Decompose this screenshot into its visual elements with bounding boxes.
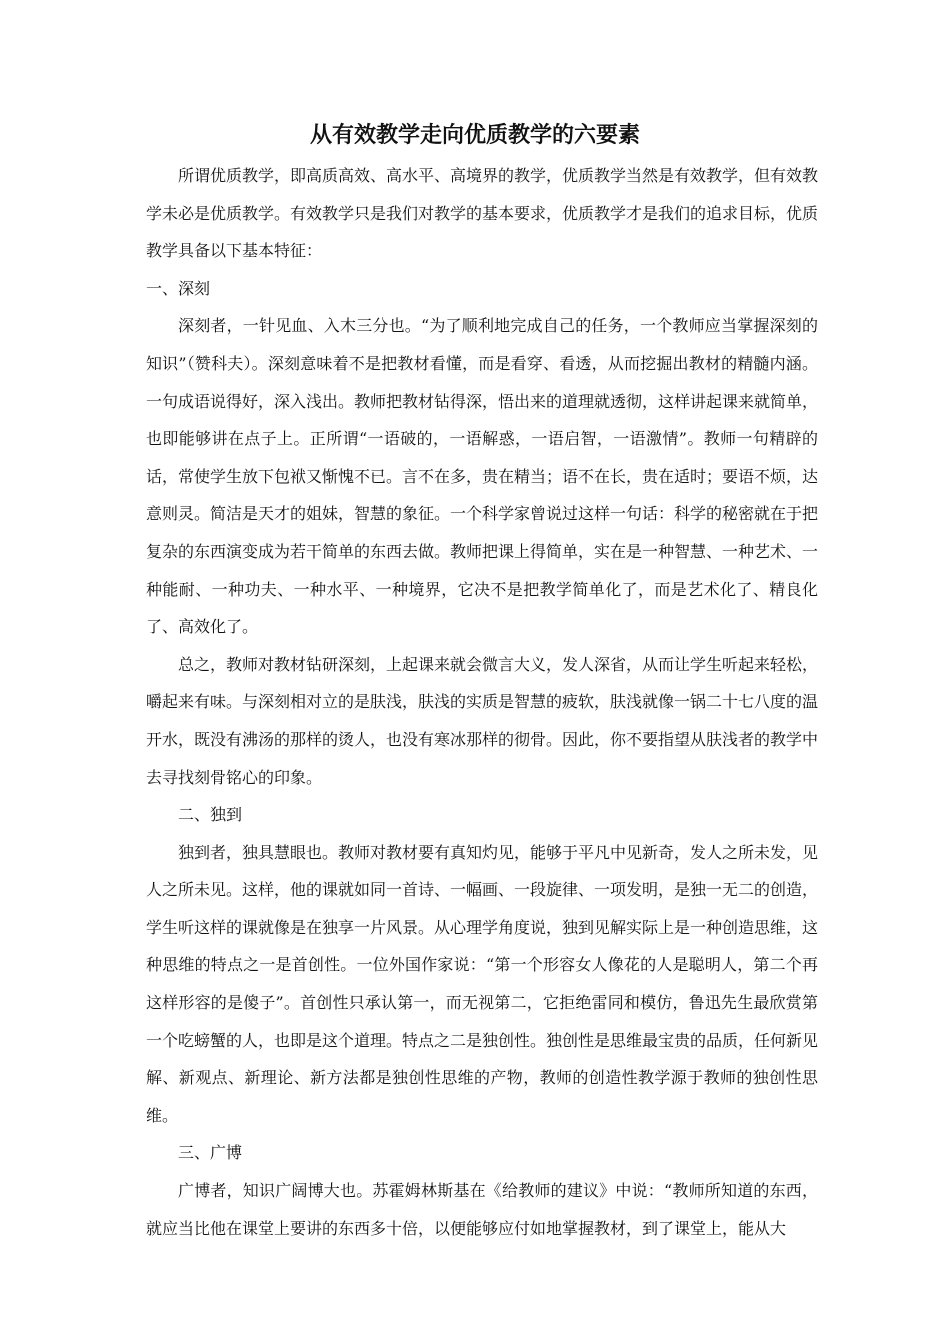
paragraph-unique: 独到者，独具慧眼也。教师对教材要有真知灼见，能够于平凡中见新奇，发人之所未发，见人之所未见。这样，他的课就如同一首诗、一幅画、一段旋律、一项发明，是独一无二的创造，学生听这样的课就像是在独享一片风景。从心理学角度说，独到见解实际上是一种创造思维，这种思维的特点之一是首创性。一位外国作家说：“第一个形容女人像花的人是聪明人，第二个再这样形容的是傻子”。首创性只承认第一，而无视第二，它拒绝雷同和模仿，鲁迅先生最欣赏第一个吃螃蟹的人，也即是这个道理。特点之二是独创性。独创性是思维最宝贵的品质，任何新见解、新观点、新理论、新方法都是独创性思维的产物，教师的创造性教学源于教师的独创性思维。 — [146, 842, 819, 1125]
section-heading-3: 三、广博 — [178, 1143, 243, 1163]
paragraph-depth-1: 深刻者，一针见血、入木三分也。“为了顺利地完成自己的任务，一个教师应当掌握深刻的知识”（赞科夫）。深刻意味着不是把教材看懂，而是看穿、看透，从而挖掘出教材的精髓内涵。一句成语说得好，深入浅出。教师把教材钻得深，悟出来的道理就透彻，这样讲起课来就简单，也即能够讲在点子上。正所谓“一语破的，一语解惑，一语启智，一语激情”。教师一句精辟的话，常使学生放下包袱又惭愧不已。言不在多，贵在精当；语不在长，贵在适时；要语不烦，达意则灵。简洁是天才的姐妹，智慧的象征。一个科学家曾说过这样一句话：科学的秘密就在于把复杂的东西演变成为若干简单的东西去做。教师把课上得简单，实在是一种智慧、一种艺术、一种能耐、一种功夫、一种水平、一种境界，它决不是把教学简单化了，而是艺术化了、精良化了、高效化了。 — [146, 316, 819, 637]
section-heading-1: 一、深刻 — [146, 278, 211, 298]
section-heading-2: 二、独到 — [178, 805, 243, 825]
document-body — [146, 157, 818, 1247]
paragraph-intro: 所谓优质教学，即高质高效、高水平、高境界的教学，优质教学当然是有效教学，但有效教学未必是优质教学。有效教学只是我们对教学的基本要求，优质教学才是我们的追求目标，优质教学具备以下基本特征： — [146, 166, 819, 261]
document-title: 从有效教学走向优质教学的六要素 — [309, 122, 640, 148]
paragraph-broad: 广博者，知识广阔博大也。苏霍姆林斯基在《给教师的建议》中说：“教师所知道的东西，就应当比他在课堂上要讲的东西多十倍，以便能够应付如地掌握教材，到了课堂上，能从大 — [146, 1181, 818, 1238]
paragraph-depth-2: 总之，教师对教材钻研深刻，上起课来就会微言大义，发人深省，从而让学生听起来轻松，嚼起来有味。与深刻相对立的是肤浅，肤浅的实质是智慧的疲软，肤浅就像一锅二十七八度的温开水，既没有沸汤的那样的烫人，也没有寒冰那样的彻骨。因此，你不要指望从肤浅者的教学中去寻找刻骨铭心的印象。 — [146, 654, 819, 787]
